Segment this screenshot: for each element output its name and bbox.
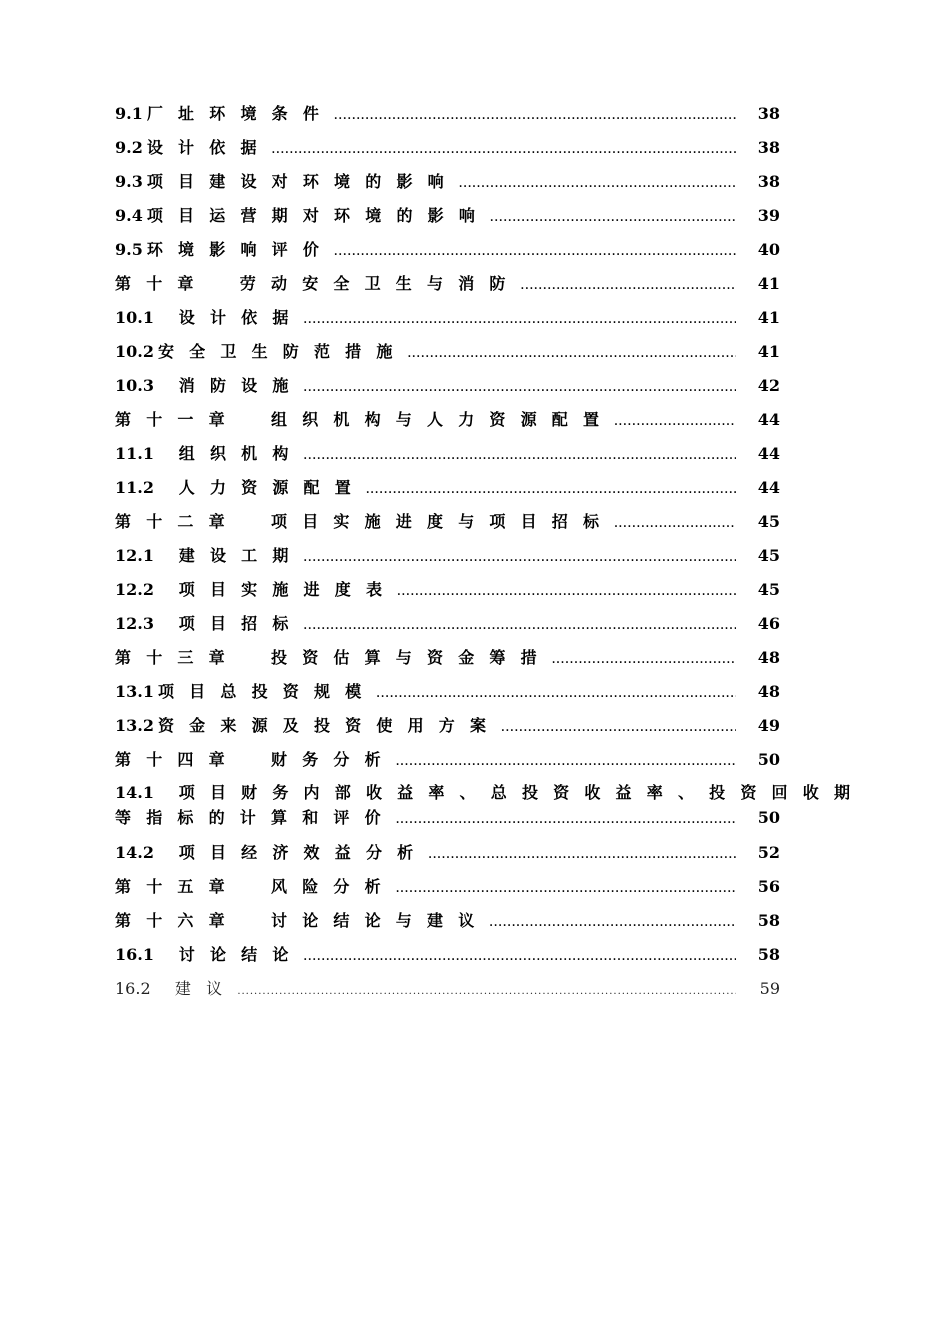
toc-entry[interactable] bbox=[115, 135, 830, 169]
toc-page-number: 38 bbox=[757, 172, 780, 191]
toc-page-number: 44 bbox=[757, 444, 780, 463]
toc-dot-leader bbox=[304, 315, 736, 326]
toc-entry[interactable] bbox=[115, 101, 830, 135]
toc-entry[interactable] bbox=[115, 679, 830, 713]
toc-dot-leader bbox=[459, 179, 736, 190]
toc-entry-title: 9.5 环境影响评价 bbox=[115, 240, 335, 259]
toc-page-number: 38 bbox=[757, 138, 780, 157]
toc-dot-leader bbox=[304, 952, 736, 963]
toc-dot-leader bbox=[396, 884, 736, 895]
toc-entry-title: 第十三章 投资估算与资金筹措 bbox=[115, 648, 552, 667]
toc-page-number: 59 bbox=[759, 979, 780, 998]
toc-entry-title: 9.2 设计依据 bbox=[115, 138, 272, 157]
toc-dot-leader bbox=[490, 213, 736, 224]
toc-dot-leader bbox=[396, 808, 736, 834]
toc-entry-title-line1: 14.1 项目财务内部收益率、总投资收益率、投资回收期 bbox=[115, 783, 866, 802]
toc-dot-leader bbox=[408, 349, 736, 360]
toc-dot-leader bbox=[397, 587, 736, 598]
toc-entry-title: 第十五章 风险分析 bbox=[115, 877, 396, 896]
toc-entry-title: 11.1 组织机构 bbox=[115, 444, 304, 463]
toc-page-number: 45 bbox=[757, 580, 780, 599]
toc-page-number: 39 bbox=[757, 206, 780, 225]
toc-dot-leader bbox=[552, 655, 736, 666]
toc-entry-title: 12.1 建设工期 bbox=[115, 546, 304, 565]
toc-page-number: 45 bbox=[757, 512, 780, 531]
toc-page-number: 42 bbox=[757, 376, 780, 395]
toc-page-number: 52 bbox=[757, 843, 780, 862]
toc-entry[interactable] bbox=[115, 577, 830, 611]
toc-page-number: 50 bbox=[757, 808, 780, 827]
toc-chapter-entry[interactable] bbox=[115, 509, 830, 543]
toc-page-number: 58 bbox=[757, 911, 780, 930]
toc-dot-leader bbox=[396, 757, 736, 768]
toc-chapter-entry[interactable] bbox=[115, 645, 830, 679]
toc-entry[interactable] bbox=[115, 203, 830, 237]
toc-dot-leader bbox=[489, 918, 736, 929]
toc-entry-title-line2 bbox=[115, 805, 830, 834]
toc-dot-leader bbox=[304, 383, 736, 394]
toc-entry-title: 14.2 项目经济效益分析 bbox=[115, 843, 429, 862]
toc-entry[interactable] bbox=[115, 475, 830, 509]
toc-entry[interactable] bbox=[115, 169, 830, 203]
toc-dot-leader bbox=[272, 145, 736, 156]
toc-entry-title: 9.3 项目建设对环境的影响 bbox=[115, 172, 459, 191]
toc-dot-leader bbox=[304, 621, 736, 632]
toc-entry-title: 第十一章 组织机构与人力资源配置 bbox=[115, 410, 615, 429]
toc-page-number: 46 bbox=[757, 614, 780, 633]
toc-entry-title: 10.3 消防设施 bbox=[115, 376, 304, 395]
toc-dot-leader bbox=[501, 723, 736, 734]
toc-entry-title: 12.2 项目实施进度表 bbox=[115, 580, 398, 599]
toc-chapter-entry[interactable] bbox=[115, 271, 830, 305]
table-of-contents bbox=[115, 101, 866, 1010]
toc-entry-title: 11.2 人力资源配置 bbox=[115, 478, 366, 497]
toc-entry-title: 第十章 劳动安全卫生与消防 bbox=[115, 274, 521, 293]
toc-dot-leader bbox=[304, 553, 736, 564]
toc-entry-title: 10.1 设计依据 bbox=[115, 308, 304, 327]
toc-entry-title: 第十四章 财务分析 bbox=[115, 750, 396, 769]
toc-entry-title: 9.1 厂址环境条件 bbox=[115, 104, 335, 123]
toc-entry[interactable] bbox=[115, 976, 830, 1010]
toc-entry[interactable] bbox=[115, 373, 830, 407]
toc-dot-leader bbox=[614, 417, 736, 428]
toc-entry[interactable] bbox=[115, 339, 830, 373]
toc-entry-title: 16.1 讨论结论 bbox=[115, 945, 304, 964]
toc-page-number: 40 bbox=[757, 240, 780, 259]
toc-page-number: 56 bbox=[757, 877, 780, 896]
toc-page-number: 45 bbox=[757, 546, 780, 565]
toc-page-number: 58 bbox=[757, 945, 780, 964]
toc-entry-title: 第十二章 项目实施进度与项目招标 bbox=[115, 512, 615, 531]
toc-entry-title: 13.1 项目总投资规模 bbox=[115, 682, 377, 701]
toc-entry[interactable] bbox=[115, 840, 830, 874]
toc-page-number: 49 bbox=[757, 716, 780, 735]
toc-chapter-entry[interactable] bbox=[115, 874, 830, 908]
toc-entry[interactable] bbox=[115, 305, 830, 339]
toc-page-number: 50 bbox=[757, 750, 780, 769]
toc-dot-leader bbox=[428, 850, 736, 861]
toc-entry-title-cont: 等指标的计算和评价 bbox=[115, 808, 396, 827]
toc-chapter-entry[interactable] bbox=[115, 407, 830, 441]
toc-entry[interactable] bbox=[115, 543, 830, 577]
toc-chapter-entry[interactable] bbox=[115, 747, 830, 781]
toc-page-number: 41 bbox=[757, 342, 780, 361]
toc-dot-leader bbox=[376, 689, 736, 700]
toc-dot-leader bbox=[334, 247, 736, 258]
toc-entry[interactable] bbox=[115, 611, 830, 645]
toc-entry[interactable] bbox=[115, 942, 830, 976]
toc-entry-multiline[interactable] bbox=[115, 781, 866, 840]
toc-entry[interactable] bbox=[115, 713, 830, 747]
toc-entry-title: 13.2 资金来源及投资使用方案 bbox=[115, 716, 502, 735]
toc-entry[interactable] bbox=[115, 237, 830, 271]
toc-dot-leader bbox=[366, 485, 736, 496]
toc-entry-title: 第十六章 讨论结论与建议 bbox=[115, 911, 490, 930]
toc-entry-title: 9.4 项目运营期对环境的影响 bbox=[115, 206, 491, 225]
toc-dot-leader bbox=[614, 519, 736, 530]
toc-entry[interactable] bbox=[115, 441, 830, 475]
toc-page-number: 44 bbox=[757, 478, 780, 497]
toc-dot-leader bbox=[521, 281, 736, 292]
toc-page-number: 38 bbox=[757, 104, 780, 123]
toc-page-number: 48 bbox=[757, 682, 780, 701]
toc-entry-title: 10.2 安全卫生防范措施 bbox=[115, 342, 408, 361]
toc-page-number: 44 bbox=[757, 410, 780, 429]
toc-chapter-entry[interactable] bbox=[115, 908, 830, 942]
toc-dot-leader bbox=[237, 986, 736, 997]
toc-dot-leader bbox=[334, 111, 736, 122]
toc-entry-title: 12.3 项目招标 bbox=[115, 614, 304, 633]
toc-entry-title: 16.2 建议 bbox=[115, 979, 238, 998]
toc-page-number: 41 bbox=[757, 274, 780, 293]
toc-page-number: 48 bbox=[757, 648, 780, 667]
toc-page-number: 41 bbox=[757, 308, 780, 327]
toc-dot-leader bbox=[304, 451, 736, 462]
